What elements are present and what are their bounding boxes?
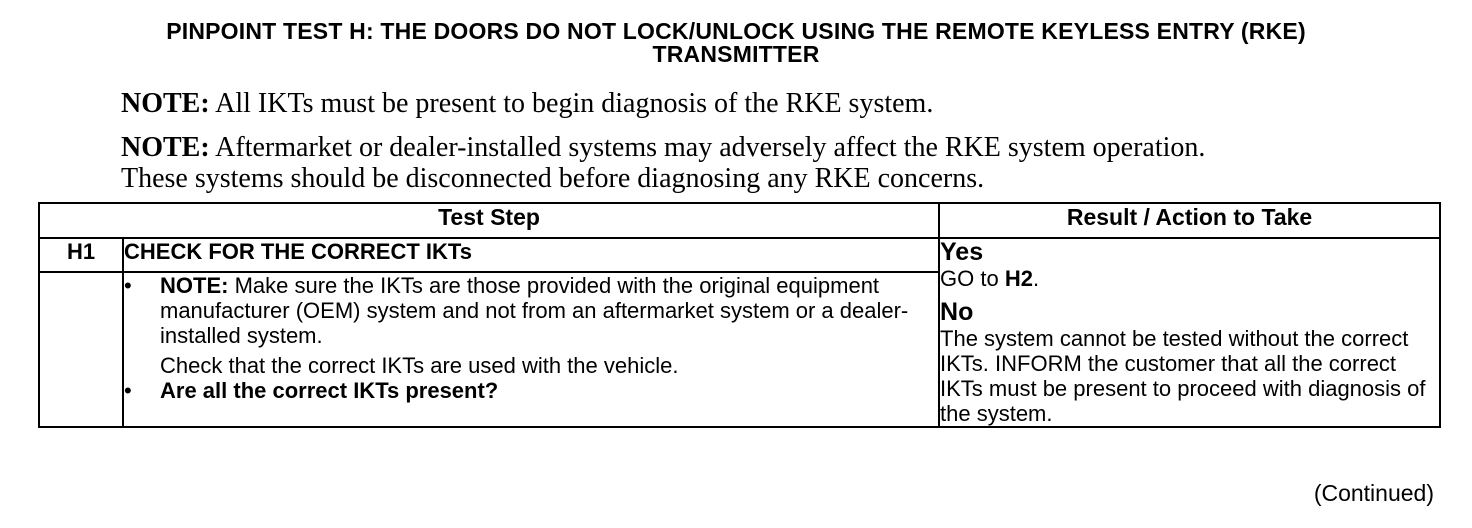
note-2-label: NOTE: [121, 132, 210, 163]
note-2-text: Aftermarket or dealer-installed systems may adversely affect the RKE system operation. These systems should be disconnected before diagnosing any RKE concerns. [121, 132, 1206, 194]
header-test-step: Test Step [39, 203, 939, 238]
bullet-2 [124, 378, 938, 403]
yes-action-target: H2 [1004, 266, 1033, 291]
note-1-text: All IKTs must be present to begin diagnosis of the RKE system. [215, 88, 934, 119]
bullet-1-continuation: Check that the correct IKTs are used with the vehicle. [160, 353, 679, 378]
answer-yes-label: Yes [940, 238, 984, 266]
answer-no-label: No [940, 298, 974, 326]
bullet-1-dot: • [124, 273, 132, 298]
pinpoint-test-table [38, 202, 1441, 428]
note-1 [121, 88, 933, 119]
page-title [40, 20, 1432, 66]
step-title: CHECK FOR THE CORRECT IKTs [123, 238, 939, 272]
bullet-2-text: Are all the correct IKTs present? [160, 378, 499, 403]
note-1-label: NOTE: [121, 88, 210, 119]
table-header-row [39, 203, 1440, 238]
note-2 [121, 132, 1241, 194]
yes-action-suffix: . [1032, 266, 1040, 291]
title-line-1: PINPOINT TEST H: THE DOORS DO NOT LOCK/UNLOCK USING THE REMOTE KEYLESS ENTRY (RKE) [166, 18, 1306, 44]
bullet-2-dot: • [124, 378, 132, 403]
bullet-1 [124, 273, 938, 348]
header-result-action: Result / Action to Take [939, 203, 1440, 238]
result-cell [939, 238, 1440, 427]
title-line-2: TRANSMITTER [652, 41, 820, 67]
step-body [123, 272, 939, 427]
answer-yes-action [940, 266, 1439, 291]
bullet-1-label: NOTE: [160, 273, 229, 298]
step-title-row [39, 238, 1440, 272]
step-id: H1 [39, 238, 123, 272]
continued-label: (Continued) [1313, 480, 1434, 506]
answer-no-action: The system cannot be tested without the correct IKTs. INFORM the customer that all the correct IKTs must be present to proceed with diagnosis of the system. [940, 326, 1426, 426]
yes-action-prefix: GO to [940, 266, 999, 291]
step-id-blank [39, 272, 123, 427]
bullet-1-text: Make sure the IKTs are those provided with the original equipment manufacturer (OEM) system and not from an aftermarket system or a dealer-installed system. [160, 273, 909, 348]
